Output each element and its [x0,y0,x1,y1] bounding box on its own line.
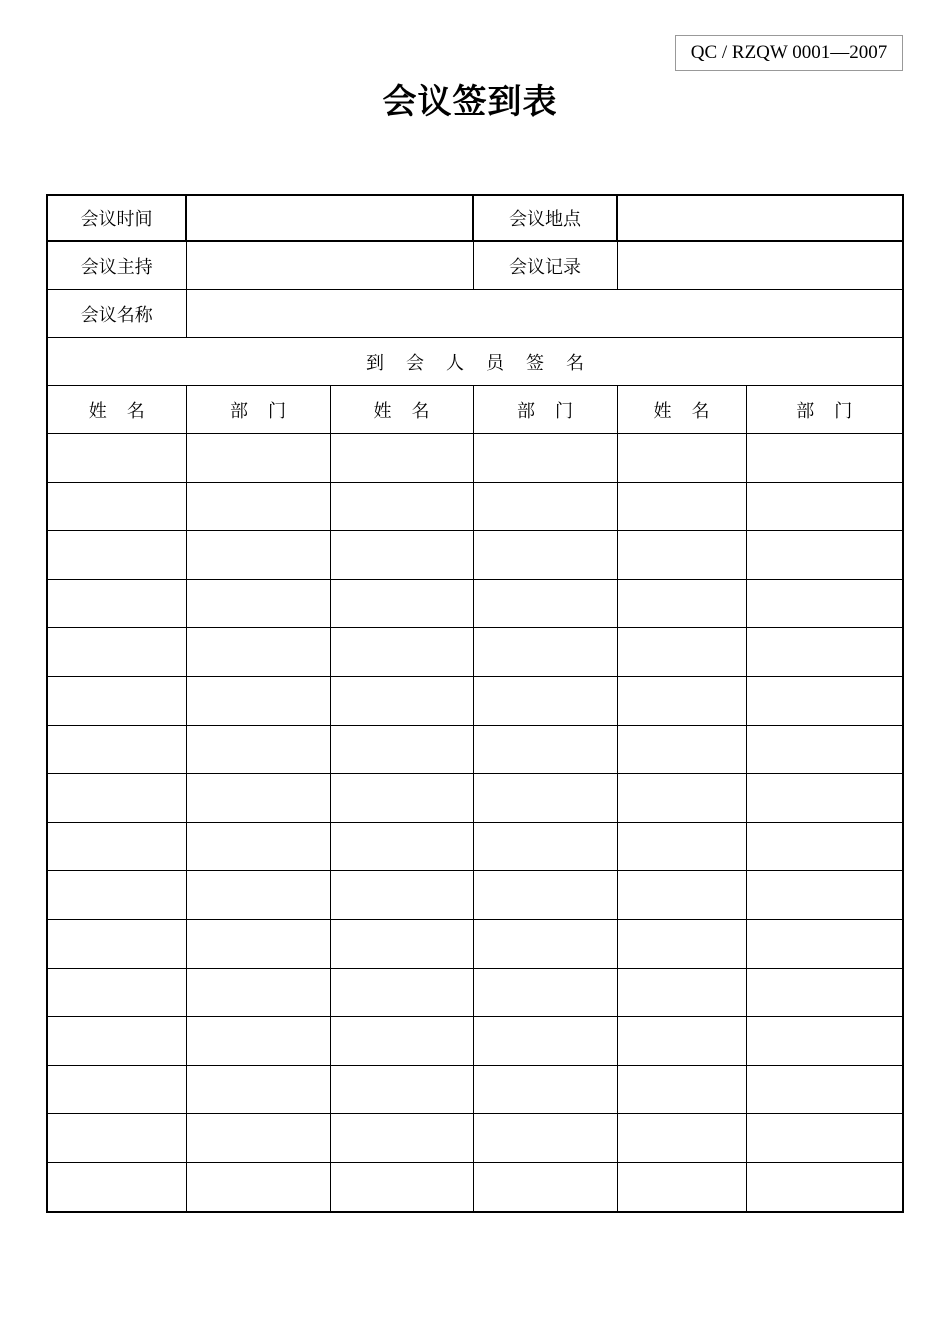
signature-name-cell[interactable] [617,676,746,725]
table-row [47,434,903,483]
signature-name-cell[interactable] [330,1065,473,1114]
table-row [47,628,903,677]
signature-name-cell[interactable] [47,1162,186,1211]
table-row [47,1114,903,1163]
signature-name-cell[interactable] [330,774,473,823]
table-row [47,871,903,920]
signature-name-cell[interactable] [617,919,746,968]
signature-name-cell[interactable] [330,628,473,677]
signature-name-cell[interactable] [47,871,186,920]
table-row [47,968,903,1017]
signature-department-cell[interactable] [746,1017,903,1066]
signature-name-cell[interactable] [617,822,746,871]
signature-department-cell[interactable] [473,919,617,968]
table-row [47,482,903,531]
signature-name-cell[interactable] [617,434,746,483]
meeting-name-field[interactable] [186,290,903,338]
signature-name-cell[interactable] [617,1114,746,1163]
signature-name-cell[interactable] [330,725,473,774]
signature-name-cell[interactable] [330,482,473,531]
signature-name-cell[interactable] [617,871,746,920]
signature-name-cell[interactable] [330,1114,473,1163]
signature-department-cell[interactable] [186,725,330,774]
sign-in-sheet [46,194,904,1213]
meeting-name-label: 会议名称 [47,290,186,338]
signin-header-row [47,386,903,434]
table-row [47,579,903,628]
signature-department-cell[interactable] [473,774,617,823]
signature-name-cell[interactable] [47,725,186,774]
document-code: QC / RZQW 0001—2007 [675,35,903,71]
signature-department-cell[interactable] [746,1065,903,1114]
signature-name-cell[interactable] [617,579,746,628]
info-row-name [47,290,903,338]
signature-name-cell[interactable] [330,676,473,725]
signature-name-cell[interactable] [47,676,186,725]
column-header-department: 部门 [746,386,903,434]
signature-department-cell[interactable] [746,822,903,871]
table-row [47,725,903,774]
signature-department-cell[interactable] [186,531,330,580]
signature-department-cell[interactable] [746,725,903,774]
signature-department-cell[interactable] [746,871,903,920]
signature-name-cell[interactable] [47,1017,186,1066]
meeting-recorder-field[interactable] [617,241,903,290]
signature-name-cell[interactable] [330,531,473,580]
signature-name-cell[interactable] [330,919,473,968]
signature-department-cell[interactable] [186,968,330,1017]
signature-name-cell[interactable] [617,1162,746,1211]
table-row [47,1017,903,1066]
signature-name-cell[interactable] [47,531,186,580]
table-row [47,822,903,871]
signature-department-cell[interactable] [746,968,903,1017]
signature-department-cell[interactable] [186,482,330,531]
signature-name-cell[interactable] [47,1114,186,1163]
table-row [47,1065,903,1114]
column-header-department: 部门 [473,386,617,434]
signature-name-cell[interactable] [47,822,186,871]
meeting-recorder-label: 会议记录 [473,241,617,290]
signature-department-cell[interactable] [186,676,330,725]
signature-department-cell[interactable] [746,676,903,725]
signature-department-cell[interactable] [746,774,903,823]
signature-name-cell[interactable] [617,1017,746,1066]
signature-department-cell[interactable] [746,579,903,628]
signature-department-cell[interactable] [746,1114,903,1163]
signature-department-cell[interactable] [473,822,617,871]
signature-name-cell[interactable] [47,482,186,531]
signature-department-cell[interactable] [186,774,330,823]
signature-department-cell[interactable] [186,1162,330,1211]
signature-department-cell[interactable] [186,822,330,871]
signature-department-cell[interactable] [473,579,617,628]
signature-department-cell[interactable] [746,482,903,531]
signature-department-cell[interactable] [473,482,617,531]
meeting-host-label: 会议主持 [47,241,186,290]
signature-department-cell[interactable] [473,531,617,580]
signature-department-cell[interactable] [473,1114,617,1163]
table-row [47,676,903,725]
signature-department-cell[interactable] [186,1114,330,1163]
column-header-name: 姓名 [330,386,473,434]
signature-department-cell[interactable] [473,1017,617,1066]
page-title: 会议签到表 [382,82,558,122]
signature-name-cell[interactable] [47,1065,186,1114]
signature-name-cell[interactable] [330,822,473,871]
signature-department-cell[interactable] [473,725,617,774]
signature-department-cell[interactable] [473,628,617,677]
signature-name-cell[interactable] [617,725,746,774]
column-header-department: 部门 [186,386,330,434]
signature-name-cell[interactable] [330,871,473,920]
table-row [47,1162,903,1211]
signature-name-cell[interactable] [330,1162,473,1211]
signature-name-cell[interactable] [617,968,746,1017]
signature-name-cell[interactable] [330,434,473,483]
signature-name-cell[interactable] [47,579,186,628]
column-header-name: 姓名 [617,386,746,434]
signature-name-cell[interactable] [330,1017,473,1066]
signin-section-row [47,338,903,386]
signature-name-cell[interactable] [330,968,473,1017]
signature-name-cell[interactable] [47,919,186,968]
signature-department-cell[interactable] [473,968,617,1017]
meeting-time-field[interactable] [186,195,473,241]
meeting-place-label: 会议地点 [473,195,617,241]
signature-department-cell[interactable] [746,628,903,677]
signature-name-cell[interactable] [47,628,186,677]
signature-department-cell[interactable] [746,434,903,483]
signature-department-cell[interactable] [186,871,330,920]
signature-department-cell[interactable] [186,919,330,968]
signature-name-cell[interactable] [617,774,746,823]
info-row-host [47,241,903,290]
signature-name-cell[interactable] [330,579,473,628]
table-row [47,531,903,580]
signature-department-cell[interactable] [746,531,903,580]
meeting-time-label: 会议时间 [47,195,186,241]
signature-department-cell[interactable] [186,1017,330,1066]
table-row [47,774,903,823]
info-row-time [47,195,903,241]
signature-department-cell[interactable] [746,1162,903,1211]
signature-department-cell[interactable] [473,434,617,483]
signature-department-cell[interactable] [473,1162,617,1211]
signature-name-cell[interactable] [617,628,746,677]
signature-name-cell[interactable] [617,482,746,531]
signature-department-cell[interactable] [186,628,330,677]
signature-department-cell[interactable] [473,1065,617,1114]
signature-department-cell[interactable] [473,871,617,920]
signature-department-cell[interactable] [186,579,330,628]
signature-name-cell[interactable] [47,434,186,483]
meeting-host-field[interactable] [186,241,473,290]
signature-name-cell[interactable] [617,1065,746,1114]
signature-name-cell[interactable] [47,774,186,823]
signature-name-cell[interactable] [47,968,186,1017]
signature-name-cell[interactable] [617,531,746,580]
signin-section-title: 到会人员签名 [47,338,903,386]
signature-department-cell[interactable] [186,1065,330,1114]
signature-department-cell[interactable] [746,919,903,968]
signature-department-cell[interactable] [186,434,330,483]
column-header-name: 姓名 [47,386,186,434]
signature-department-cell[interactable] [473,676,617,725]
meeting-place-field[interactable] [617,195,903,241]
table-row [47,919,903,968]
